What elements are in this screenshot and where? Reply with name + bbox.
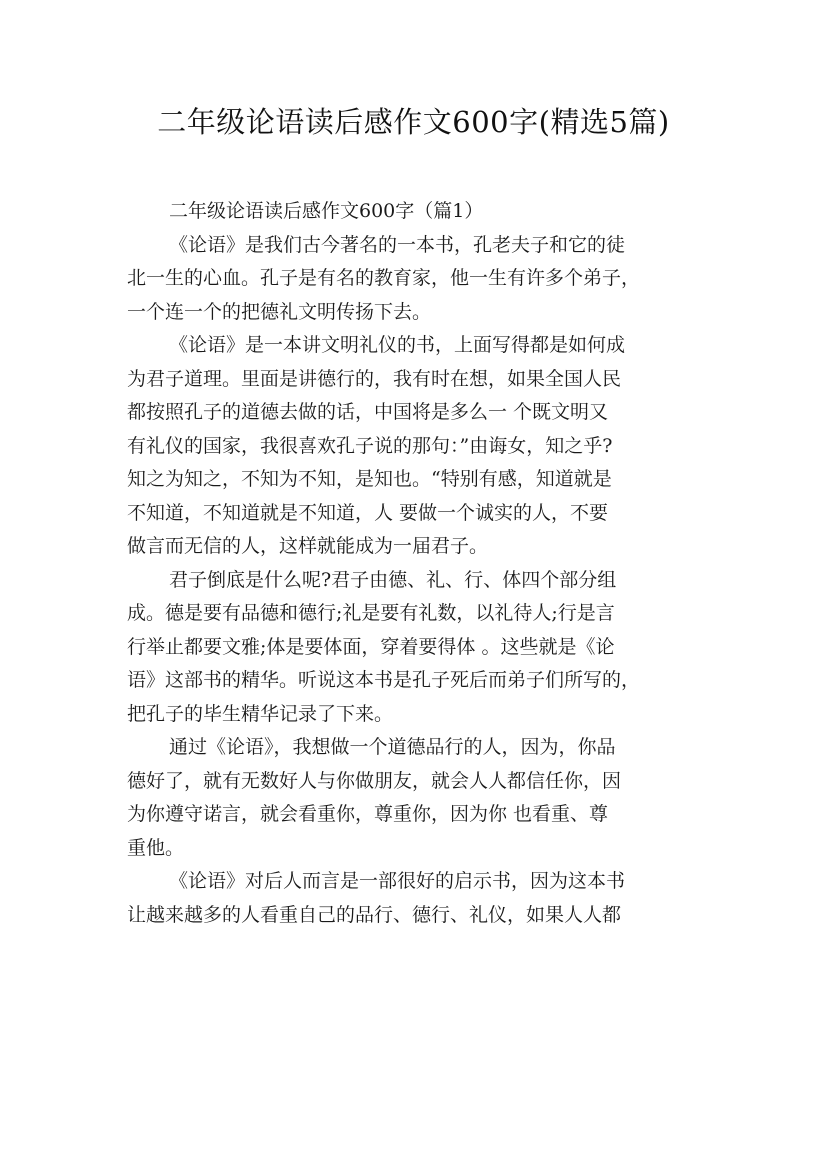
paragraph-line: 让越来越多的人看重自己的品行、德行、礼仪，如果人人都: [127, 903, 622, 926]
paragraph-line: 有礼仪的国家，我很喜欢孔子说的那句：”由诲女，知之乎?: [127, 434, 613, 457]
paragraph-line: 一个连一个的把德礼文明传扬下去。: [127, 300, 432, 323]
paragraph-line: 《论语》对后人而言是一部很好的启示书，因为这本书: [169, 870, 626, 892]
paragraph-line: 行举止都要文雅;体是要体面，穿着要得体 。这些就是《论: [127, 635, 615, 658]
paragraph-line: 语》这部书的精华。听说这本书是孔子死后而弟子们所写的，: [127, 669, 641, 691]
paragraph-line: 德好了，就有无数好人与你做朋友，就会人人都信任你，因: [127, 769, 622, 792]
paragraph-5: [127, 865, 702, 932]
paragraph-line: 成。德是要有品德和德行;礼是要有礼数，以礼待人;行是言: [127, 602, 615, 624]
document-body: [127, 195, 702, 932]
paragraph-2: [127, 329, 702, 564]
paragraph-line: 知之为知之，不知为不知，是知也。“特别有感，知道就是: [127, 468, 612, 490]
paragraph-line: 把孔子的毕生精华记录了下来。: [127, 702, 394, 725]
document-title: 二年级论语读后感作文600字(精选5篇): [157, 105, 670, 139]
paragraph-line: 不知道，不知道就是不知道，人 要做一个诚实的人，不要: [127, 501, 609, 524]
paragraph-line: 为你遵守诺言，就会看重你，尊重你，因为你 也看重、尊: [127, 803, 609, 825]
paragraph-line: 通过《论语》，我想做一个道德品行的人，因为，你品: [169, 736, 616, 758]
paragraph-3: [127, 564, 702, 732]
paragraph-line: 做言而无信的人，这样就能成为一届君子。: [127, 535, 489, 557]
paragraph-1: [127, 229, 702, 330]
paragraph-line: 《论语》是我们古今著名的一本书，孔老夫子和它的徒: [169, 233, 626, 256]
paragraph-line: 《论语》是一本讲文明礼仪的书，上面写得都是如何成: [169, 334, 626, 356]
paragraph-line: 北一生的心血。孔子是有名的教育家，他一生有许多个弟子，: [127, 267, 641, 289]
paragraph-4: [127, 731, 702, 865]
paragraph-line: 君子倒底是什么呢?君子由德、礼、行、体四个部分组: [169, 568, 617, 591]
paragraph-line: 都按照孔子的道德去做的话，中国将是多么一 个既文明又: [127, 401, 609, 423]
section-heading: 二年级论语读后感作文600字（篇1）: [169, 200, 484, 222]
paragraph-line: 为君子道理。里面是讲德行的，我有时在想，如果全国人民: [127, 367, 622, 390]
paragraph-line: 重他。: [127, 836, 185, 859]
